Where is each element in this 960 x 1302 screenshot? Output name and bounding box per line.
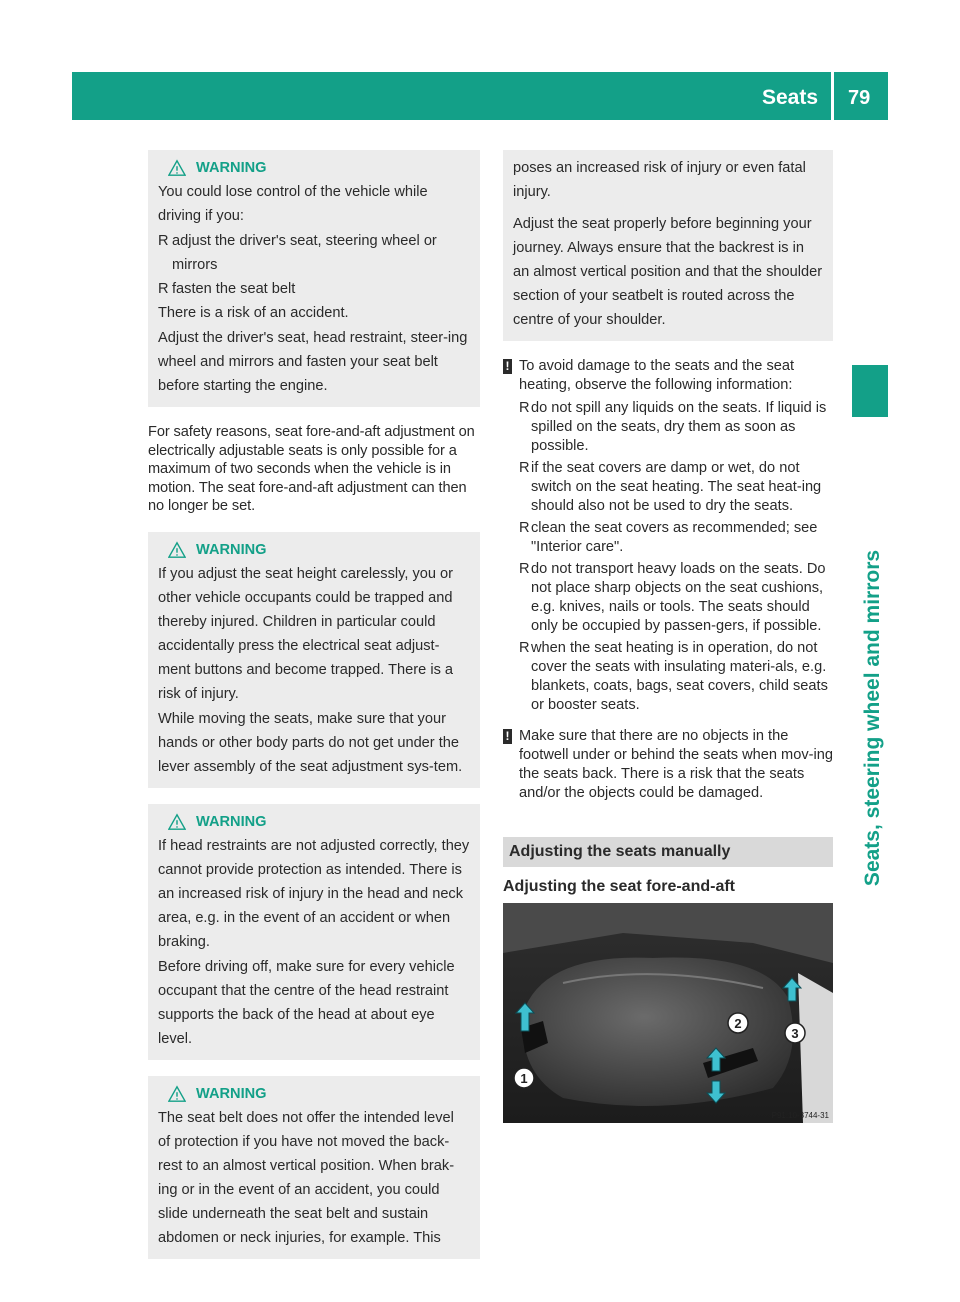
warning-box (148, 150, 480, 407)
exclamation-icon: ! (503, 359, 512, 374)
list-item-text: do not transport heavy loads on the seats. Do not place sharp objects on the seat cushions, e.g. knives, nails or tools. The seats should only be occupied by passen-gers, if possible. (531, 561, 826, 634)
warning-box-continued (503, 150, 833, 341)
left-column (148, 150, 480, 1275)
note-block (503, 727, 833, 803)
warning-text: poses an increased risk of injury or even fatal injury. (513, 160, 806, 200)
seat-illustration (503, 903, 833, 1123)
warning-triangle-icon (168, 1085, 186, 1103)
callout-3-label: 3 (791, 1026, 799, 1041)
warning-triangle-icon (168, 159, 186, 177)
subsection-title: Adjusting the seat fore-and-aft (503, 875, 833, 906)
side-chapter-label: Seats, steering wheel and mirrors (861, 549, 884, 887)
note-block (503, 357, 833, 715)
warning-text: The seat belt does not offer the intended level of protection if you have not moved the back-rest to an almost vertical position. When brak-ing or in the event of an accident, you could slide underneath the seat belt and sustain abdomen or neck injuries, for example. This (158, 1109, 455, 1246)
bullet-marker: R (519, 561, 530, 577)
warning-text: There is a risk of an accident. (158, 305, 349, 321)
bullet-marker: R (158, 281, 169, 297)
warning-heading (168, 1082, 470, 1106)
list-item (158, 229, 470, 277)
warning-text: Before driving off, make sure for every vehicle occupant that the centre of the head restraint supports the back of the head at about eye level. (158, 958, 455, 1047)
bullet-marker: R (519, 520, 530, 536)
exclamation-icon: ! (503, 729, 512, 744)
warning-heading (168, 156, 470, 180)
figure-code: P91.10-3744-31 (771, 1111, 829, 1120)
warning-heading (168, 810, 470, 834)
warning-box (148, 532, 480, 788)
callout-2-label: 2 (734, 1016, 742, 1031)
bullet-marker: R (519, 400, 530, 416)
warning-label: WARNING (196, 813, 267, 830)
warning-triangle-icon (168, 813, 186, 831)
warning-text: Adjust the driver's seat, head restraint, steer-ing wheel and mirrors and fasten your seat belt before starting the engine. (158, 330, 468, 394)
warning-text: If head restraints are not adjusted correctly, they cannot provide protection as intended. There is an increased risk of injury in the head and neck area, e.g. in the event of an accident or when braking. (158, 837, 470, 950)
list-item (519, 639, 833, 715)
section-title: Adjusting the seats manually (503, 837, 833, 867)
list-item-text: clean the seat covers as recommended; see "Interior care". (531, 520, 818, 555)
seat-photo (503, 903, 833, 1123)
list-item (519, 459, 833, 516)
list-item-text: adjust the driver's seat, steering wheel or mirrors (172, 233, 437, 273)
list-item (519, 519, 833, 557)
list-item-text: if the seat covers are damp or wet, do not switch on the seat heating. The seat heat-ing should also not be used to dry the seats. (531, 460, 822, 514)
warning-triangle-icon (168, 541, 186, 559)
header-separator (831, 72, 834, 120)
warning-text: While moving the seats, make sure that your hands or other body parts do not get under the lever assembly of the seat adjustment sys-tem. (158, 710, 463, 775)
warning-bullets (158, 229, 470, 301)
warning-heading (168, 538, 470, 562)
list-item (519, 399, 833, 456)
warning-label: WARNING (196, 160, 267, 176)
body-paragraph: For safety reasons, seat fore-and-aft adjustment on electrically adjustable seats is only possible for a maximum of two seconds when the vehicle is in motion. The seat fore-and-aft adjustment can then no longer be set. (148, 424, 475, 514)
warning-text: You could lose control of the vehicle while driving if you: (158, 184, 428, 224)
right-column (503, 150, 833, 906)
header-title: Seats (762, 86, 819, 109)
list-item (158, 277, 470, 301)
warning-label: WARNING (196, 541, 267, 558)
list-item-text: fasten the seat belt (172, 281, 296, 297)
note-text: Make sure that there are no objects in the footwell under or behind the seats when mov-ing the seats back. There is a risk that the seats and/or the objects could be damaged. (519, 728, 833, 801)
bullet-marker: R (519, 640, 530, 656)
note-text: To avoid damage to the seats and the seat heating, observe the following information: (519, 358, 795, 393)
note-bullets (519, 399, 833, 715)
page-number: 79 (848, 87, 871, 109)
warning-box (148, 1076, 480, 1259)
list-item-text: do not spill any liquids on the seats. If liquid is spilled on the seats, dry them as soon as possible. (531, 400, 827, 454)
side-tab (852, 365, 888, 417)
callout-1-label: 1 (520, 1071, 528, 1086)
bullet-marker: R (158, 233, 169, 249)
list-item-text: when the seat heating is in operation, do not cover the seats with insulating materi-als, e.g. blankets, coats, bags, seat covers, child seats or booster seats. (531, 640, 828, 713)
bullet-marker: R (519, 460, 530, 476)
list-item (519, 560, 833, 636)
warning-text: Adjust the seat properly before beginning your journey. Always ensure that the backrest is in an almost vertical position and that the shoulder section of your seatbelt is routed across the centre of your shoulder. (513, 216, 823, 328)
warning-box (148, 804, 480, 1060)
warning-label: WARNING (196, 1085, 267, 1102)
warning-text: If you adjust the seat height carelessly, you or other vehicle occupants could be trapped and thereby injured. Children in particular could accidentally press the electrical seat adjust-ment buttons and become trapped. There is a risk of injury. (158, 565, 454, 702)
